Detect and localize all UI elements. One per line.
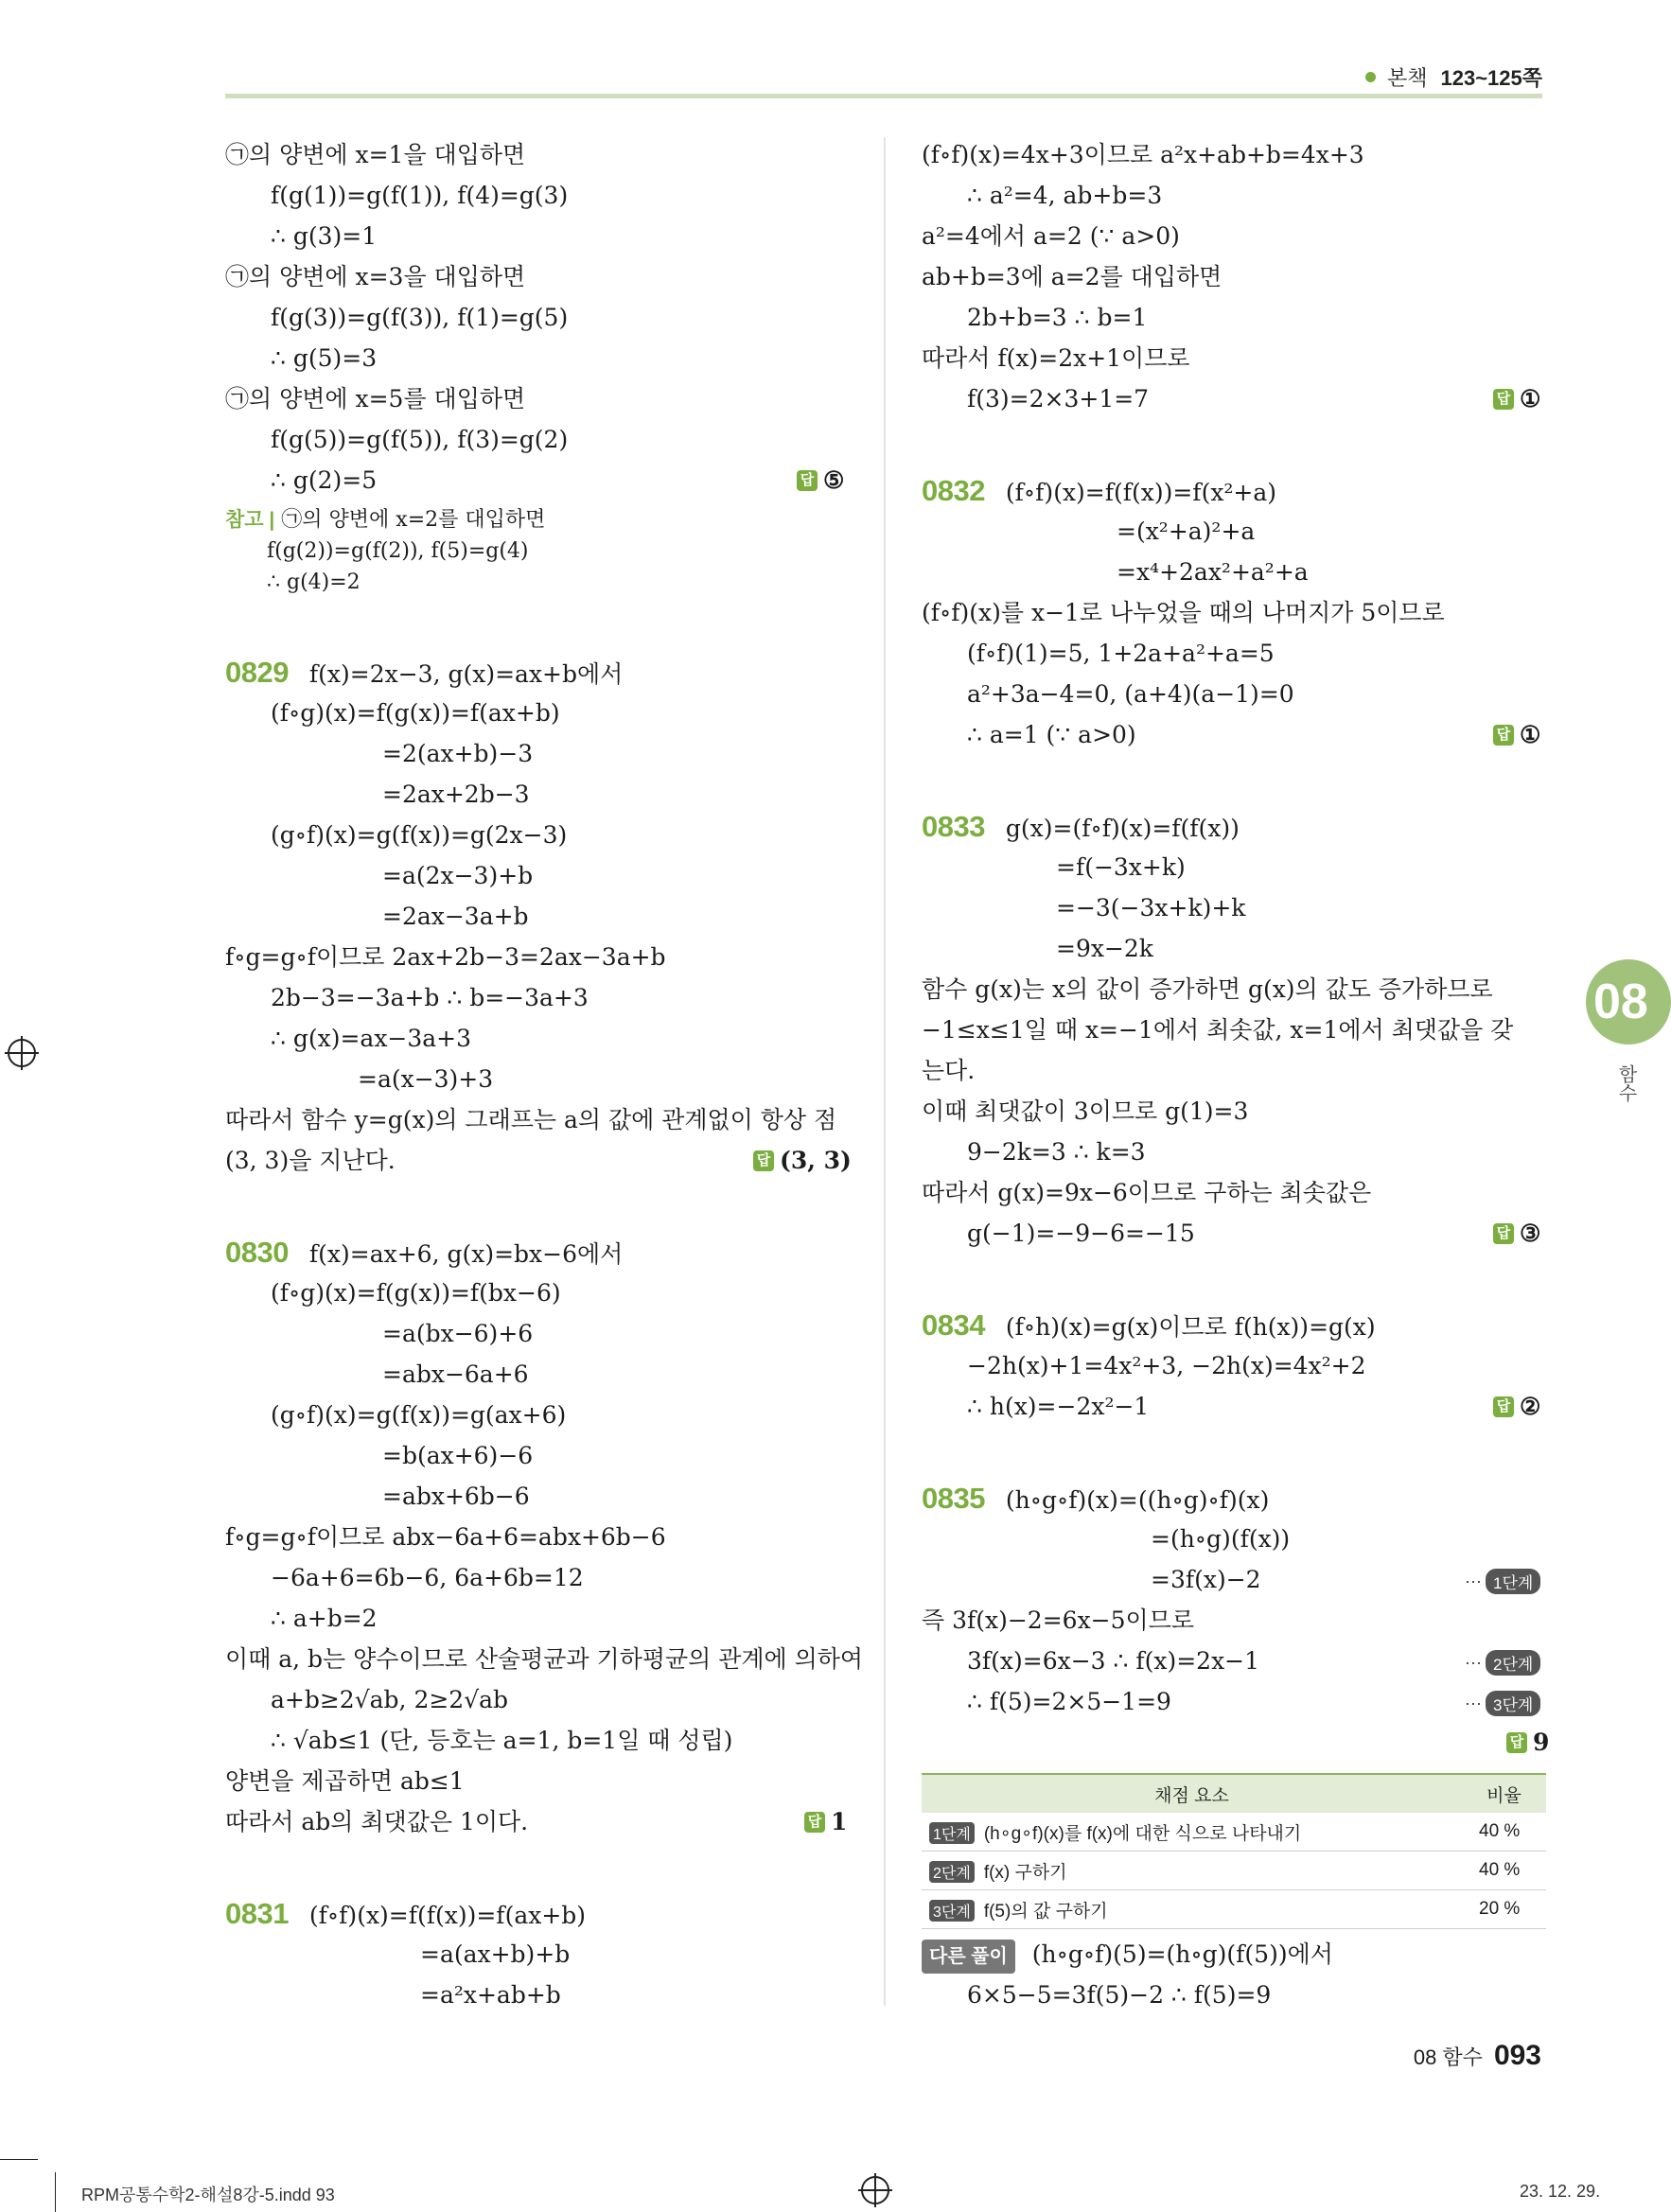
column-divider [884,137,886,2006]
table-row [922,1890,1546,1929]
chapter-tab: 08 [1586,959,1671,1045]
answer-mark [797,465,844,496]
answer-mark [1493,1392,1540,1422]
page-footer [1414,2040,1541,2072]
problem-number: 0833 [922,810,985,843]
answer-value: 9 [1533,1729,1550,1756]
text-line: ∴ g(3)=1 [271,222,378,250]
page-number: 093 [1493,2040,1541,2071]
answer-icon: 답 [804,1812,825,1833]
text-line: (f∘f)(x)를 x−1로 나누었을 때의 나머지가 5이므로 [922,599,1445,626]
answer-value: (3, 3) [780,1147,852,1174]
table-cell: 40 % [1462,1813,1546,1852]
table-cell: f(5)의 값 구하기 [983,1901,1108,1922]
text-line: =(h∘g)(f(x)) [1151,1525,1291,1553]
table-cell: f(x) 구하기 [983,1862,1067,1883]
scoring-table [922,1773,1546,1929]
note-label: 참고 | [225,509,275,531]
step-marker: ··· 2단계 [1465,1650,1540,1676]
step-tag: 1단계 [1486,1569,1540,1594]
text-line: ∴ f(5)=2×5−1=9 [967,1688,1171,1715]
crop-mark [55,2172,56,2212]
text-line: ∴ a=1 (∵ a>0) [967,721,1136,748]
problem-number: 0835 [922,1482,985,1515]
text-line: f(g(5))=g(f(5)), f(3)=g(2) [271,426,569,453]
table-cell: 20 % [1462,1890,1546,1929]
answer-mark [1493,720,1540,750]
note-line: ∴ g(4)=2 [267,571,361,594]
text-line: 즉 3f(x)−2=6x−5이므로 [922,1606,1194,1634]
table-row [922,1813,1546,1852]
text-line: =a(x−3)+3 [358,1065,494,1093]
registration-mark-icon [8,1039,36,1067]
text-line: =(x²+a)²+a [1117,518,1256,545]
table-header: 채점 요소 [922,1774,1462,1813]
table-cell: (h∘g∘f)(x)를 f(x)에 대한 식으로 나타내기 [983,1823,1302,1844]
text-line: 함수 g(x)는 x의 값이 증가하면 g(x)의 값도 증가하므로 [922,975,1493,1003]
text-line: ∴ √ab≤1 (단, 등호는 a=1, b=1일 때 성립) [271,1727,733,1754]
table-header: 비율 [1462,1774,1546,1813]
text-line: =a(ax+b)+b [420,1940,571,1968]
text-line: a²+3a−4=0, (a+4)(a−1)=0 [967,680,1294,708]
text-line: =a(bx−6)+6 [382,1320,534,1347]
answer-icon: 답 [753,1150,774,1171]
problem-number: 0829 [225,656,289,689]
chapter-vertical-label: 함수 [1615,1064,1636,1102]
note-line [225,505,545,535]
text-line: =−3(−3x+k)+k [1056,894,1246,922]
text-line: =f(−3x+k) [1056,853,1186,881]
text-line: =2ax+2b−3 [382,781,530,808]
bullet-dot-icon [1365,72,1376,82]
text-line: ㉠의 양변에 x=3을 대입하면 [225,263,526,290]
text-line: 2b+b=3 ∴ b=1 [967,304,1148,331]
step-tag: 1단계 [929,1822,975,1844]
problem-0832-line: 0832 (f∘f)(x)=f(f(x))=f(x²+a) [922,474,1277,507]
text-line: 3f(x)=6x−3 ∴ f(x)=2x−1 [967,1647,1260,1675]
text-line: a²=4에서 a=2 (∵ a>0) [922,222,1180,250]
step-tag: 3단계 [929,1900,975,1922]
text-line: 6×5−5=3f(5)−2 ∴ f(5)=9 [967,1981,1272,2009]
answer-value: ③ [1520,1220,1541,1247]
text-line: =9x−2k [1056,935,1153,962]
text-line: (f∘g)(x)=f(g(x))=f(bx−6) [271,1279,561,1307]
text-line: −2h(x)+1=4x²+3, −2h(x)=4x²+2 [967,1352,1366,1379]
answer-mark [1493,1219,1540,1249]
text-line: 따라서 ab의 최댓값은 1이다. [225,1808,529,1835]
text-line: =abx+6b−6 [382,1483,530,1510]
text-line: (f∘f)(1)=5, 1+2a+a²+a=5 [967,640,1275,667]
answer-icon: 답 [1493,1223,1514,1244]
problem-0830-line: 0830 f(x)=ax+6, g(x)=bx−6에서 [225,1236,624,1269]
registration-mark-icon [861,2176,889,2204]
table-row [922,1852,1546,1890]
step-marker: ··· 1단계 [1465,1569,1540,1594]
text-line: ∴ g(x)=ax−3a+3 [271,1025,472,1052]
text-line: (f∘f)(x)=4x+3이므로 a²x+ab+b=4x+3 [922,141,1364,168]
text-line: 따라서 함수 y=g(x)의 그래프는 a의 값에 관계없이 항상 점 [225,1106,837,1133]
note-text: ㉠의 양변에 x=2를 대입하면 [281,508,546,532]
text-line: 따라서 g(x)=9x−6이므로 구하는 최솟값은 [922,1179,1372,1206]
text-line: =abx−6a+6 [382,1361,529,1388]
problem-0835-line: 0835 (h∘g∘f)(x)=((h∘g)∘f)(x) [922,1482,1270,1515]
crop-mark [0,2159,38,2160]
text-line: =b(ax+6)−6 [382,1442,534,1469]
answer-mark [753,1146,852,1176]
text-line: −1≤x≤1일 때 x=−1에서 최솟값, x=1에서 최댓값을 갖 [922,1016,1514,1044]
answer-icon: 답 [1506,1732,1527,1753]
step-tag: 2단계 [929,1861,975,1883]
step-tag: 2단계 [1486,1650,1540,1676]
alt-solution-tag: 다른 풀이 [922,1940,1015,1974]
text-line: f(g(1))=g(f(1)), f(4)=g(3) [271,182,569,209]
text-line: ∴ a+b=2 [271,1605,378,1632]
header-book: 본책 [1386,66,1428,90]
text-line: f∘g=g∘f이므로 2ax+2b−3=2ax−3a+b [225,943,666,971]
text-line: ∴ g(5)=3 [271,344,378,372]
answer-value: ① [1520,721,1541,748]
slug-date: 23. 12. 29. [1520,2182,1601,2201]
text-line: =a(2x−3)+b [382,862,534,889]
text-line: ㉠의 양변에 x=5를 대입하면 [225,385,526,413]
text-line: (3, 3)을 지난다. [225,1147,396,1174]
answer-value: 1 [831,1808,848,1835]
text-line: 따라서 f(x)=2x+1이므로 [922,344,1190,372]
answer-value: ② [1520,1393,1541,1420]
text-line: 이때 a, b는 양수이므로 산술평균과 기하평균의 관계에 의하여 [225,1645,864,1673]
problem-number: 0830 [225,1236,289,1269]
problem-0831-line: 0831 (f∘f)(x)=f(f(x))=f(ax+b) [225,1897,587,1930]
answer-icon: 답 [1493,389,1514,410]
answer-mark [1506,1728,1549,1758]
text-line: ㉠의 양변에 x=1을 대입하면 [225,141,526,168]
header-note [1365,62,1542,92]
text-line: (g∘f)(x)=g(f(x))=g(2x−3) [271,821,568,849]
answer-mark [1493,384,1540,414]
text-line: −6a+6=6b−6, 6a+6b=12 [271,1564,584,1591]
text-line: g(−1)=−9−6=−15 [967,1220,1195,1247]
text-line: a+b≥2√ab, 2≥2√ab [271,1686,509,1713]
text-line: =3f(x)−2 [1151,1566,1261,1593]
step-marker: ··· 3단계 [1465,1691,1540,1716]
text-line: =x⁴+2ax²+a²+a [1117,558,1309,586]
header-pages: 123~125쪽 [1440,66,1542,90]
problem-0833-line: 0833 g(x)=(f∘f)(x)=f(f(x)) [922,810,1240,843]
note-line: f(g(2))=g(f(2)), f(5)=g(4) [267,539,529,563]
text-line: ab+b=3에 a=2를 대입하면 [922,263,1222,290]
answer-value: ⑤ [823,466,845,494]
answer-value: ① [1520,385,1541,413]
answer-icon: 답 [797,470,818,491]
text-line: =2(ax+b)−3 [382,740,534,767]
footer-chapter: 08 함수 [1413,2045,1483,2069]
problem-0834-line: 0834 (f∘h)(x)=g(x)이므로 f(h(x))=g(x) [922,1308,1376,1342]
text-line: 2b−3=−3a+b ∴ b=−3a+3 [271,984,589,1011]
text-line: ∴ g(2)=5 [271,466,378,494]
text-line: (f∘g)(x)=f(g(x))=f(ax+b) [271,699,560,727]
answer-icon: 답 [1493,725,1514,746]
text-line: =2ax−3a+b [382,903,529,930]
text-line: 양변을 제곱하면 ab≤1 [225,1767,465,1795]
alt-solution-line: 다른 풀이 (h∘g∘f)(5)=(h∘g)(f(5))에서 [922,1940,1333,1974]
table-cell: 40 % [1462,1852,1546,1890]
text-line: 9−2k=3 ∴ k=3 [967,1138,1146,1166]
text-line: ∴ h(x)=−2x²−1 [967,1393,1150,1420]
text-line: (g∘f)(x)=g(f(x))=g(ax+6) [271,1401,567,1429]
text-line: f(3)=2×3+1=7 [967,385,1150,413]
text-line: 이때 최댓값이 3이므로 g(1)=3 [922,1097,1249,1125]
answer-mark [804,1807,847,1837]
problem-number: 0832 [922,474,985,507]
problem-number: 0831 [225,1897,289,1930]
text-line: =a²x+ab+b [420,1981,561,2009]
problem-0829-line: 0829 f(x)=2x−3, g(x)=ax+b에서 [225,656,624,689]
text-line: ∴ a²=4, ab+b=3 [967,182,1163,209]
slug-file: RPM공통수학2-해설8강-5.indd 93 [81,2186,335,2204]
text-line: f∘g=g∘f이므로 abx−6a+6=abx+6b−6 [225,1523,666,1551]
header-rule [225,94,1542,98]
text-line: f(g(3))=g(f(3)), f(1)=g(5) [271,304,569,331]
problem-number: 0834 [922,1308,985,1342]
step-tag: 3단계 [1486,1691,1540,1716]
answer-icon: 답 [1493,1396,1514,1417]
text-line: 는다. [922,1057,976,1084]
